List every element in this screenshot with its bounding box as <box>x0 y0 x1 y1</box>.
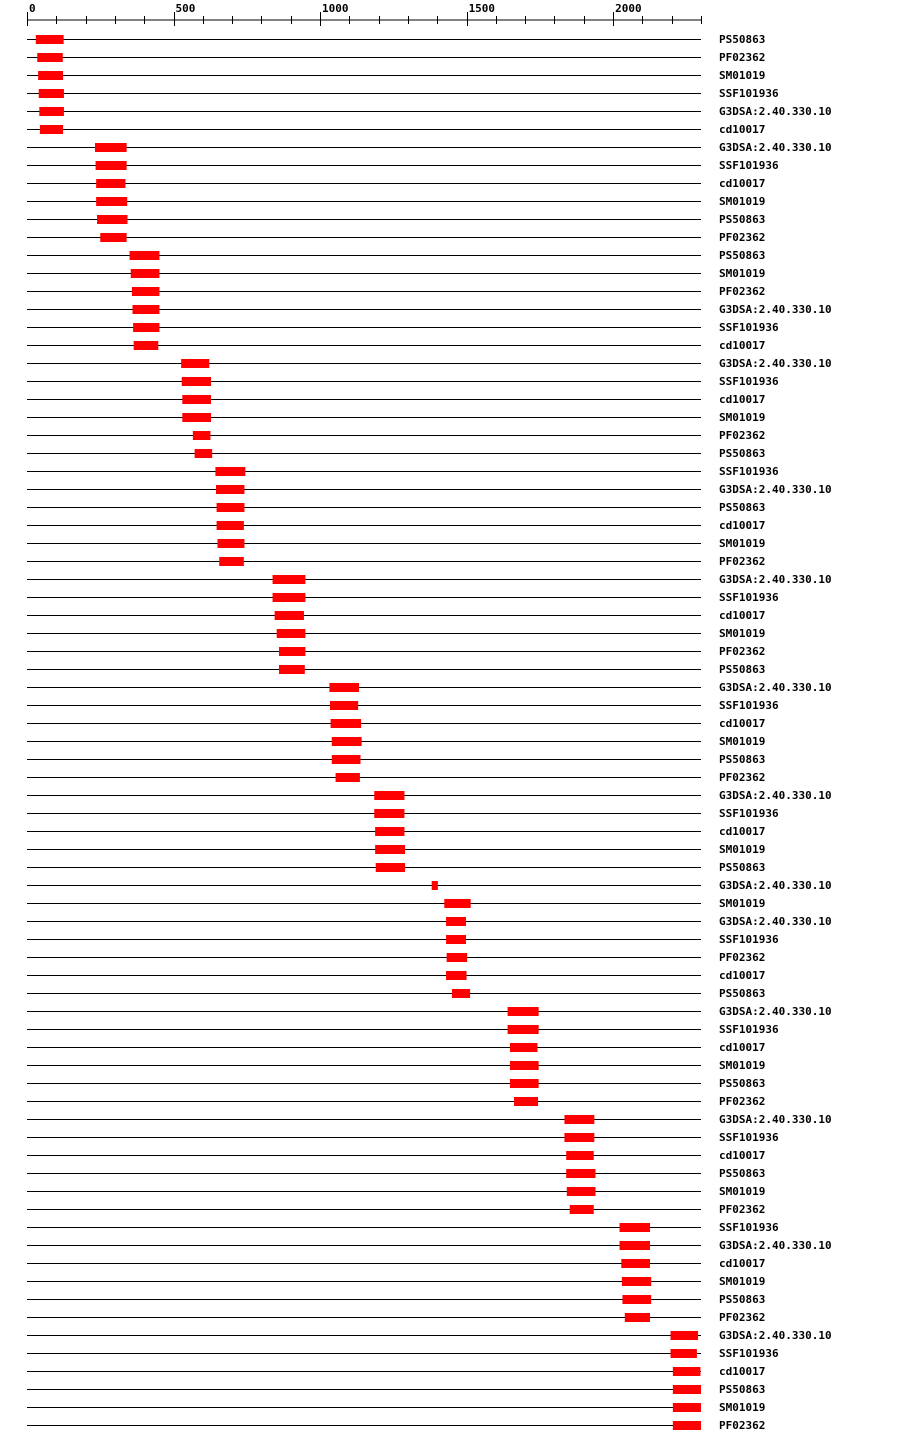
domain-track <box>27 627 765 640</box>
domain-label: PF02362 <box>719 1311 766 1324</box>
domain-track <box>27 1005 832 1018</box>
domain-bar <box>219 557 244 566</box>
scale-axis <box>27 2 702 26</box>
domain-bar <box>625 1313 650 1322</box>
domain-bar <box>510 1043 538 1052</box>
domain-track <box>27 897 765 910</box>
domain-bar <box>510 1079 539 1088</box>
domain-track <box>27 321 779 334</box>
domain-track <box>27 1131 779 1144</box>
domain-label: PF02362 <box>719 555 766 568</box>
domain-bar <box>193 431 211 440</box>
domain-bar <box>452 989 470 998</box>
domain-track <box>27 1311 765 1324</box>
domain-label: SM01019 <box>719 267 766 280</box>
domain-track <box>27 1095 765 1108</box>
domain-label: SM01019 <box>719 69 766 82</box>
domain-label: SM01019 <box>719 411 766 424</box>
domain-label: cd10017 <box>719 969 766 982</box>
domain-label: cd10017 <box>719 1041 766 1054</box>
domain-track <box>27 429 765 442</box>
domain-label: SSF101936 <box>719 933 779 946</box>
domain-bar <box>375 827 404 836</box>
domain-label: G3DSA:2.40.330.10 <box>719 357 832 370</box>
domain-bar <box>331 719 361 728</box>
domain-track <box>27 771 765 784</box>
domain-track <box>27 33 765 46</box>
domain-label: PS50863 <box>719 447 766 460</box>
domain-track <box>27 177 765 190</box>
domain-track <box>27 1293 765 1306</box>
domain-track <box>27 537 765 550</box>
domain-track <box>27 879 832 892</box>
domain-bar <box>621 1259 650 1268</box>
domain-label: G3DSA:2.40.330.10 <box>719 1239 832 1252</box>
domain-track <box>27 753 765 766</box>
domain-bar <box>622 1277 651 1286</box>
domain-bar <box>182 413 211 422</box>
domain-label: G3DSA:2.40.330.10 <box>719 141 832 154</box>
domain-bar <box>195 449 213 458</box>
domain-bar <box>336 773 360 782</box>
domain-track <box>27 735 765 748</box>
domain-bar <box>446 971 467 980</box>
domain-track <box>27 1329 832 1342</box>
domain-track <box>27 195 765 208</box>
domain-track <box>27 1401 765 1414</box>
domain-track <box>27 1023 779 1036</box>
domain-label: SSF101936 <box>719 1131 779 1144</box>
domain-label: PF02362 <box>719 285 766 298</box>
domain-track <box>27 357 832 370</box>
domain-track <box>27 699 779 712</box>
domain-track <box>27 465 779 478</box>
domain-bar <box>444 899 470 908</box>
domain-track <box>27 411 765 424</box>
domain-track <box>27 105 832 118</box>
domain-label: cd10017 <box>719 393 766 406</box>
domain-bar <box>376 863 405 872</box>
domain-track <box>27 1221 779 1234</box>
domain-track <box>27 915 832 928</box>
domain-track <box>27 717 765 730</box>
domain-track <box>27 393 765 406</box>
domain-bar <box>673 1367 701 1376</box>
domain-track <box>27 267 765 280</box>
domain-bar <box>132 287 160 296</box>
domain-track <box>27 1239 832 1252</box>
domain-bar <box>673 1385 701 1394</box>
domain-bar <box>620 1223 650 1232</box>
domain-track <box>27 861 765 874</box>
domain-track <box>27 1347 779 1360</box>
domain-track <box>27 375 779 388</box>
domain-track <box>27 87 779 100</box>
domain-track <box>27 789 832 802</box>
domain-track <box>27 1365 765 1378</box>
domain-bar <box>375 845 405 854</box>
domain-track <box>27 1383 765 1396</box>
domain-label: SM01019 <box>719 843 766 856</box>
domain-label: SSF101936 <box>719 1023 779 1036</box>
domain-label: G3DSA:2.40.330.10 <box>719 1329 832 1342</box>
domain-label: cd10017 <box>719 1365 766 1378</box>
domain-bar <box>671 1349 697 1358</box>
domain-track <box>27 591 779 604</box>
domain-track <box>27 1419 765 1432</box>
domain-track <box>27 951 765 964</box>
domain-label: SSF101936 <box>719 375 779 388</box>
domain-label: PF02362 <box>719 1203 766 1216</box>
domain-track <box>27 933 779 946</box>
domain-label: PS50863 <box>719 501 766 514</box>
domain-bar <box>374 791 404 800</box>
domain-label: PS50863 <box>719 249 766 262</box>
domain-label: PS50863 <box>719 1077 766 1090</box>
domain-label: SM01019 <box>719 627 766 640</box>
domain-label: SM01019 <box>719 195 766 208</box>
domain-bar <box>622 1295 651 1304</box>
domain-track <box>27 1059 765 1072</box>
domain-track <box>27 501 765 514</box>
domain-bar <box>215 467 245 476</box>
domain-bar <box>39 107 64 116</box>
domain-bar <box>182 395 211 404</box>
domain-label: G3DSA:2.40.330.10 <box>719 483 832 496</box>
domain-label: SSF101936 <box>719 591 779 604</box>
domain-bar <box>510 1061 539 1070</box>
domain-bar <box>332 755 361 764</box>
domain-bar <box>277 629 306 638</box>
domain-bar <box>95 143 127 152</box>
domain-bar <box>508 1025 539 1034</box>
domain-label: G3DSA:2.40.330.10 <box>719 879 832 892</box>
domain-label: cd10017 <box>719 609 766 622</box>
domain-bar <box>217 539 244 548</box>
domain-bar <box>273 593 306 602</box>
domain-bar <box>96 161 127 170</box>
domain-label: PS50863 <box>719 1383 766 1396</box>
domain-label: SSF101936 <box>719 465 779 478</box>
domain-track <box>27 51 765 64</box>
domain-bar <box>446 917 466 926</box>
domain-bar <box>673 1403 701 1412</box>
domain-bar <box>37 53 62 62</box>
domain-bar <box>96 179 125 188</box>
domain-track <box>27 159 779 172</box>
domain-label: PS50863 <box>719 987 766 1000</box>
domain-bar <box>181 359 209 368</box>
domain-bar <box>570 1205 594 1214</box>
domain-bar <box>216 485 244 494</box>
domain-track <box>27 303 832 316</box>
domain-track <box>27 1167 765 1180</box>
domain-track <box>27 843 765 856</box>
domain-label: PS50863 <box>719 753 766 766</box>
domain-track <box>27 807 779 820</box>
domain-bar <box>133 323 159 332</box>
domain-label: PS50863 <box>719 33 766 46</box>
domain-label: SM01019 <box>719 897 766 910</box>
domain-label: cd10017 <box>719 717 766 730</box>
domain-bar <box>432 881 438 890</box>
domain-bar <box>514 1097 538 1106</box>
axis-tick-label: 2000 <box>615 2 642 15</box>
domain-label: cd10017 <box>719 519 766 532</box>
domain-bar <box>38 71 63 80</box>
domain-label: SSF101936 <box>719 159 779 172</box>
domain-track <box>27 141 832 154</box>
domain-bar <box>620 1241 650 1250</box>
domain-label: SM01019 <box>719 1185 766 1198</box>
domain-track <box>27 123 765 136</box>
domain-bar <box>671 1331 699 1340</box>
domain-track <box>27 663 765 676</box>
domain-label: SSF101936 <box>719 321 779 334</box>
domain-bar <box>275 611 304 620</box>
domain-label: SM01019 <box>719 537 766 550</box>
domain-track <box>27 231 765 244</box>
domain-track <box>27 825 765 838</box>
domain-bar <box>131 269 160 278</box>
domain-bar <box>134 341 159 350</box>
domain-track <box>27 1185 765 1198</box>
domain-label: SM01019 <box>719 1401 766 1414</box>
domain-label: G3DSA:2.40.330.10 <box>719 573 832 586</box>
domain-label: G3DSA:2.40.330.10 <box>719 105 832 118</box>
domain-track <box>27 1203 765 1216</box>
domain-bar <box>374 809 404 818</box>
domain-bar <box>182 377 211 386</box>
domain-label: SM01019 <box>719 1059 766 1072</box>
domain-bar <box>330 701 358 710</box>
domain-bar <box>273 575 306 584</box>
domain-label: cd10017 <box>719 825 766 838</box>
domain-bar <box>279 647 305 656</box>
domain-label: PF02362 <box>719 1095 766 1108</box>
domain-label: PF02362 <box>719 1419 766 1432</box>
domain-track <box>27 969 765 982</box>
domain-track <box>27 573 832 586</box>
domain-label: SM01019 <box>719 1275 766 1288</box>
domain-label: SSF101936 <box>719 1221 779 1234</box>
domain-bar <box>564 1133 594 1142</box>
domain-track <box>27 483 832 496</box>
domain-bar <box>130 251 160 260</box>
domain-track <box>27 1275 765 1288</box>
domain-label: SSF101936 <box>719 1347 779 1360</box>
domain-bar <box>100 233 126 242</box>
domain-track <box>27 987 765 1000</box>
domain-bar <box>39 89 64 98</box>
domain-bar <box>40 125 63 134</box>
domain-bar <box>447 953 468 962</box>
domain-bar <box>97 215 127 224</box>
domain-label: PS50863 <box>719 213 766 226</box>
axis-tick-label: 1000 <box>322 2 349 15</box>
domain-label: PF02362 <box>719 429 766 442</box>
domain-label: cd10017 <box>719 177 766 190</box>
domain-track <box>27 1041 765 1054</box>
domain-bar <box>446 935 466 944</box>
axis-tick-label: 500 <box>175 2 196 15</box>
domain-bar <box>332 737 362 746</box>
domain-track <box>27 1077 765 1090</box>
domain-bar <box>279 665 305 674</box>
domain-tracks <box>27 33 832 1432</box>
domain-label: G3DSA:2.40.330.10 <box>719 1005 832 1018</box>
domain-label: cd10017 <box>719 1149 766 1162</box>
domain-label: PF02362 <box>719 231 766 244</box>
domain-label: SSF101936 <box>719 87 779 100</box>
domain-label: cd10017 <box>719 1257 766 1270</box>
domain-bar <box>329 683 359 692</box>
domain-track <box>27 213 765 226</box>
domain-bar <box>564 1115 594 1124</box>
domain-track <box>27 1257 765 1270</box>
domain-track <box>27 285 765 298</box>
domain-bar <box>36 35 64 44</box>
domain-bar <box>96 197 127 206</box>
domain-track <box>27 69 765 82</box>
domain-label: G3DSA:2.40.330.10 <box>719 681 832 694</box>
domain-bar <box>508 1007 539 1016</box>
domain-track <box>27 609 765 622</box>
domain-bar <box>567 1187 596 1196</box>
domain-bar <box>673 1421 701 1430</box>
domain-label: SM01019 <box>719 735 766 748</box>
domain-bar <box>217 503 245 512</box>
domain-label: cd10017 <box>719 339 766 352</box>
domain-label: PS50863 <box>719 1293 766 1306</box>
domain-label: PF02362 <box>719 51 766 64</box>
domain-label: PS50863 <box>719 1167 766 1180</box>
domain-track <box>27 555 765 568</box>
domain-label: PS50863 <box>719 663 766 676</box>
domain-label: G3DSA:2.40.330.10 <box>719 303 832 316</box>
domain-label: G3DSA:2.40.330.10 <box>719 915 832 928</box>
domain-label: G3DSA:2.40.330.10 <box>719 1113 832 1126</box>
domain-track <box>27 681 832 694</box>
domain-track <box>27 447 765 460</box>
domain-track <box>27 1113 832 1126</box>
domain-label: G3DSA:2.40.330.10 <box>719 789 832 802</box>
domain-label: PF02362 <box>719 645 766 658</box>
domain-track <box>27 339 765 352</box>
domain-bar <box>217 521 244 530</box>
domain-bar <box>566 1151 594 1160</box>
axis-tick-label: 1500 <box>468 2 496 15</box>
domain-track <box>27 1149 765 1162</box>
domain-track <box>27 249 765 262</box>
domain-track <box>27 645 765 658</box>
domain-bar <box>132 305 159 314</box>
domain-label: PS50863 <box>719 861 766 874</box>
domain-label: SSF101936 <box>719 699 779 712</box>
domain-bar <box>566 1169 595 1178</box>
domain-label: PF02362 <box>719 951 766 964</box>
domain-track <box>27 519 765 532</box>
domain-label: PF02362 <box>719 771 766 784</box>
axis-tick-label: 0 <box>29 2 36 15</box>
domain-label: SSF101936 <box>719 807 779 820</box>
domain-label: cd10017 <box>719 123 766 136</box>
